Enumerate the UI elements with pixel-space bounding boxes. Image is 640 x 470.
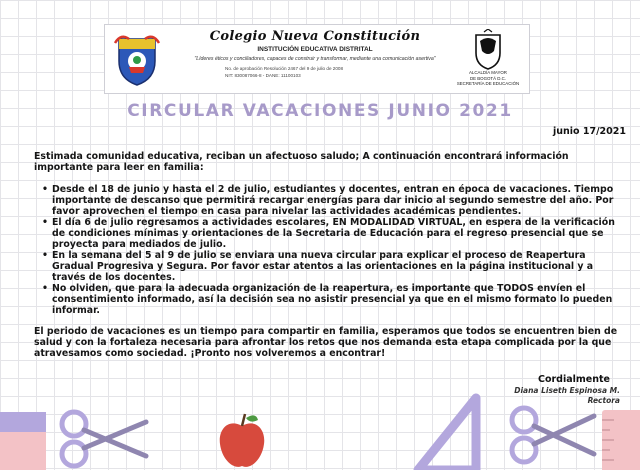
signer-role: Rectora (587, 396, 620, 405)
closing-paragraph: El periodo de vacaciones es un tiempo para compartir en familia, esperamos que todos se encuentren bien de salud y con la fortaleza necesaria para afrontar los retos que nos demanda esta etapa complicada por la que atravesamos como sociedad. ¡Pronto nos volveremos a encontrar! (34, 326, 618, 359)
circular-date: junio 17/2021 (552, 126, 626, 137)
circular-body (34, 151, 622, 359)
signature-greeting: Cordialmente (538, 374, 610, 385)
list-item: • En la semana del 5 al 9 de julio se enviara una nueva circular para explicar el proceso de Reapertura Gradual Progresiva y Segura. Por favor estar atentos a las orientaciones en la página institucional y a través de los docentes. (42, 250, 622, 283)
scissors-icon (58, 406, 150, 470)
apple-icon (218, 412, 266, 470)
list-item: • Desde el 18 de junio y hasta el 2 de julio, estudiantes y docentes, entran en época de vacaciones. Tiempo importante de descanso que permitirá recargar energías para dar inicio al segundo semestre del año. Por favor aprovechen el tiempo en casa para nivelar las actividades académicas pendientes. (42, 184, 622, 217)
circular-title: CIRCULAR VACACIONES JUNIO 2021 (127, 101, 513, 121)
school-crest-icon (113, 31, 161, 87)
signer-name: Diana Liseth Espinosa M. (514, 386, 620, 395)
scissors-icon (508, 402, 598, 470)
school-motto: "Líderes éticos y conciliadores, capaces de construir y transformar, mediante una comunicación asertiva" (194, 56, 436, 62)
ruler-icon (594, 410, 640, 470)
mayor-office-label (453, 70, 523, 87)
list-item: • El día 6 de julio regresamos a actividades escolares, EN MODALIDAD VIRTUAL, en espera de la verificación de condiciones mínimas y orientaciones de la Secretaria de Educación para el regreso presencial que se proyecta para mediados de julio. (42, 217, 622, 250)
intro-paragraph: Estimada comunidad educativa, reciban un afectuoso saludo; A continuación encontrará información importante para leer en familia: (34, 151, 569, 173)
mayor-line-1: ALCALDÍA MAYOR (469, 70, 507, 75)
school-registration (225, 66, 405, 80)
announcement-list (34, 184, 622, 316)
mayor-line-2: DE BOGOTÁ D.C. (469, 75, 507, 81)
nit-line: NIT: 830087066-8 - DANE: 11100103 (225, 72, 301, 78)
school-name: Colegio Nueva Constitución (209, 29, 421, 44)
approval-line: No. de aprobación Resolución 2467 del 9 de julio de 2008 (225, 66, 343, 71)
list-item: • No olviden, que para la adecuada organización de la reapertura, es importante que TODOS envíen el consentimiento informado, así la decisión sea no asistir presencial ya que en el mismo formato lo pueden informar. (42, 283, 622, 316)
school-header (104, 24, 530, 94)
mayor-line-3: SECRETARÍA DE EDUCACIÓN (456, 81, 520, 87)
set-square-icon (412, 392, 482, 470)
school-subtitle: INSTITUCIÓN EDUCATIVA DISTRITAL (257, 46, 373, 53)
